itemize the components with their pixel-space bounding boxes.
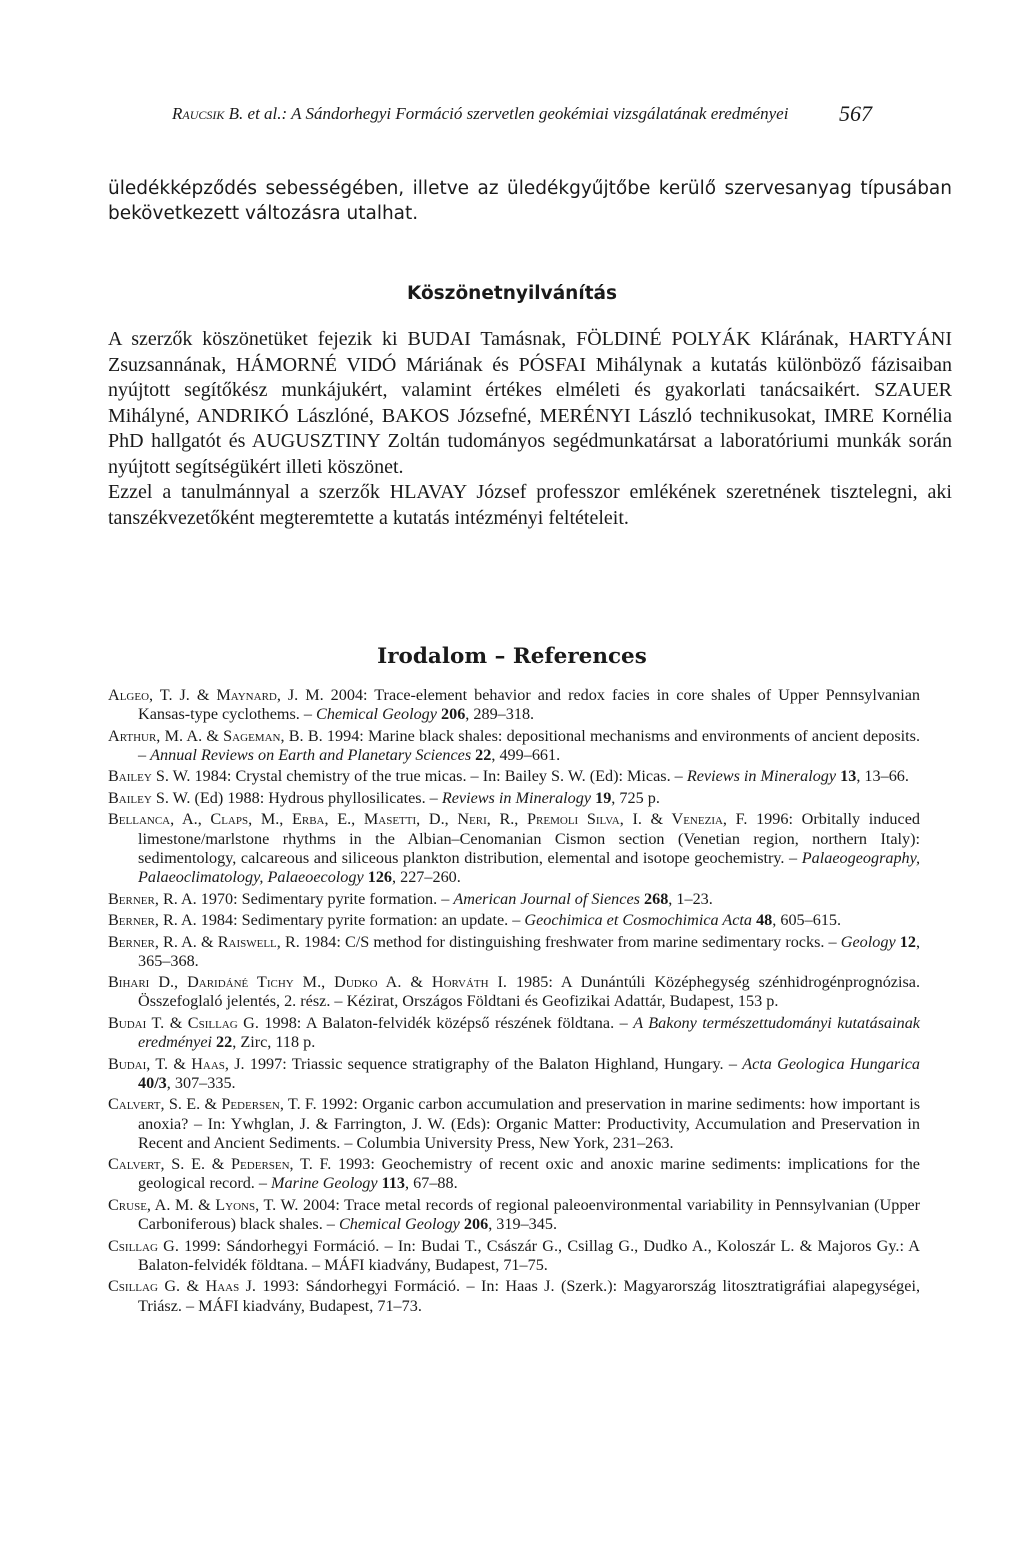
reference-pages: , 365–368. xyxy=(138,932,921,970)
reference-item xyxy=(108,1196,920,1234)
acknowledgement-paragraph: A szerzők köszönetüket fejezik ki BUDAI Tamásnak, FÖLDINÉ POLYÁK Klárának, HARTYÁNI Zsuzsannának, HÁMORNÉ VIDÓ Máriának és PÓSFAI Mihálynak a kutatás különböző fázisaiban nyújtott segítőkész munkájukért, valamint értékes elméleti és gyakorlati tanácsaikért. SZAUER Mihályné, ANDRIKÓ Lászlóné, BAKOS Józsefné, MERÉNYI László technikusokat, IMRE Kornélia PhD hallgatót és AUGUSZTINY Zoltán tudományos segédmunkatársat a laboratóriumi munkák során nyújtott segítségükért illeti köszönet. xyxy=(108,328,952,478)
reference-item xyxy=(108,1155,920,1193)
reference-item xyxy=(108,727,920,765)
reference-authors: Calvert, S. E. & Pedersen, T. F. xyxy=(108,1155,332,1174)
reference-volume: 48 xyxy=(752,911,773,930)
reference-pages: , Zirc, 118 p. xyxy=(232,1033,316,1052)
reference-journal: Reviews in Mineralogy xyxy=(441,788,592,807)
acknowledgement-heading: Köszönetnyilvánítás xyxy=(406,283,618,304)
reference-pages: , 227–260. xyxy=(392,868,461,887)
reference-authors: Csillag G. xyxy=(108,1236,179,1255)
header-authors: Raucsik B. xyxy=(172,104,244,123)
reference-pages: , 307–335. xyxy=(166,1073,236,1092)
reference-authors: Berner, R. A. & Raiswell, R. xyxy=(108,932,300,951)
reference-pages: , 1–23. xyxy=(668,889,713,908)
reference-volume: 22 xyxy=(212,1033,233,1052)
reference-authors: Calvert, S. E. & Pedersen, T. F. xyxy=(108,1095,317,1114)
reference-text: 1996: Orbitally induced limestone/marlstone rhythms in the Albian–Cenomanian Cismon section (Venetian region, northern Italy): sedimentology, calcareous and siliceous plankton distribution, elemental and isotope geochemistry. – xyxy=(138,810,920,867)
reference-volume: 13 xyxy=(836,767,857,786)
running-header xyxy=(172,101,872,134)
reference-journal: Reviews in Mineralogy xyxy=(686,767,837,786)
reference-journal: American Journal of Siences xyxy=(453,889,640,908)
reference-authors: Cruse, A. M. & Lyons, T. W. xyxy=(108,1195,299,1214)
reference-journal: Palaeogeography, Palaeoclimatology, Palaeoecology xyxy=(138,848,920,887)
page-number: 567 xyxy=(839,101,872,126)
reference-item xyxy=(108,810,920,887)
reference-volume: 12 xyxy=(895,932,916,951)
reference-text: 2004: Trace-element behavior and redox facies in core shales of Upper Pennsylvanian Kansas-type cyclothems. – xyxy=(138,686,920,724)
reference-journal: Geochimica et Cosmochimica Acta xyxy=(524,911,753,930)
reference-text: 1984: Crystal chemistry of the true micas. – In: Bailey S. W. (Ed): Micas. – xyxy=(190,767,687,786)
reference-authors: Berner, R. A. xyxy=(108,911,197,930)
reference-authors: Bellanca, A., Claps, M., Erba, E., Masetti, D., Neri, R., Premoli Silva, I. & Venezia, F. xyxy=(108,810,748,829)
reference-pages: , 499–661. xyxy=(491,745,561,764)
reference-authors: Bihari D., Daridáné Tichy M., Dudko A. & Horváth I. xyxy=(108,973,507,992)
header-article-title: : A Sándorhegyi Formáció szervetlen geokémiai vizsgálatának eredményei xyxy=(281,104,789,123)
reference-text: 1984: C/S method for distinguishing freshwater from marine sedimentary rocks. – xyxy=(299,932,841,951)
reference-pages: , 605–615. xyxy=(772,911,842,930)
reference-volume: 268 xyxy=(639,889,669,908)
references-heading: Irodalom – References xyxy=(377,644,647,669)
reference-authors: Berner, R. A. xyxy=(108,889,197,908)
reference-volume: 113 xyxy=(377,1174,406,1193)
reference-authors: Budai, T. & Haas, J. xyxy=(108,1054,245,1073)
reference-pages: , 725 p. xyxy=(611,788,660,807)
reference-text: 1998: A Balaton-felvidék középső részének földtana. – xyxy=(258,1013,634,1032)
reference-item xyxy=(108,890,920,909)
reference-pages: , 67–88. xyxy=(405,1174,458,1193)
reference-volume: 19 xyxy=(591,788,612,807)
acknowledgement-body xyxy=(108,327,952,531)
reference-authors: Budai T. & Csillag G. xyxy=(108,1013,259,1032)
reference-authors: Csillag G. & Haas J. xyxy=(108,1277,256,1296)
reference-journal: Annual Reviews on Earth and Planetary Sciences xyxy=(150,745,472,764)
reference-journal: Marine Geology xyxy=(271,1174,378,1193)
reference-pages: , 289–318. xyxy=(465,705,535,724)
acknowledgement-paragraph: Ezzel a tanulmánnyal a szerzők HLAVAY József professzor emlékének szeretnének tisztelegni, aki tanszékvezetőként megteremtette a kutatás intézményi feltételeit. xyxy=(108,481,952,529)
reference-volume: 126 xyxy=(363,868,392,887)
header-etal: et al. xyxy=(243,104,282,123)
reference-journal: Geology xyxy=(840,932,896,951)
reference-authors: Bailey S. W. xyxy=(108,767,191,786)
reference-text: 1999: Sándorhegyi Formáció. – In: Budai T., Császár G., Csillag G., Dudko A., Koloszár L. & Majoros Gy.: A Balaton-felvidék földtana. – MÁFI kiadvány, Budapest, 71–75. xyxy=(138,1236,920,1274)
running-header-title xyxy=(172,104,788,124)
reference-journal: Acta Geologica Hungarica xyxy=(742,1054,920,1073)
reference-text: 2004: Trace metal records of regional paleoenvironmental variability in Pennsylvanian (Upper Carboniferous) black shales. – xyxy=(138,1195,920,1234)
reference-volume: 206 xyxy=(436,705,466,724)
reference-volume: 206 xyxy=(459,1215,489,1234)
reference-item xyxy=(108,1277,920,1315)
reference-journal: A Bakony természettudományi kutatásainak eredményei xyxy=(138,1013,920,1052)
reference-text: 1985: A Dunántúli Középhegység szénhidrogénprognózisa. Összefoglaló jelentés, 2. rész. – Kézirat, Országos Földtani és Geofizikai Adattár, Budapest, 153 p. xyxy=(138,973,921,1011)
reference-list xyxy=(108,686,920,1318)
reference-text: 1970: Sedimentary pyrite formation. – xyxy=(196,889,454,908)
reference-text: 1993: Geochemistry of recent oxic and anoxic marine sediments: implications for the geological record. – xyxy=(138,1155,920,1193)
reference-item xyxy=(108,1237,920,1275)
reference-item xyxy=(108,933,920,971)
reference-journal: Chemical Geology xyxy=(338,1215,460,1234)
reference-pages: , 13–66. xyxy=(856,767,909,786)
reference-text: 1992: Organic carbon accumulation and preservation in marine sediments: how important is anoxia? – In: Ywhglan, J. & Farrington, J. W. (Eds): Organic Matter: Productivity, Accumulation and Preservation in Recent and Ancient Sediments. – Columbia University Press, New York, 231–263. xyxy=(138,1095,921,1152)
reference-text: 1994: Marine black shales: depositional mechanisms and environments of ancient deposits. – xyxy=(138,726,920,764)
reference-text: 1993: Sándorhegyi Formáció. – In: Haas J. (Szerk.): Magyarország litosztratigráfiai alapegységei, Triász. – MÁFI kiadvány, Budapest, 71–73. xyxy=(138,1277,920,1315)
reference-text: (Ed) 1988: Hydrous phyllosilicates. – xyxy=(190,788,442,807)
reference-item xyxy=(108,1095,920,1153)
reference-authors: Algeo, T. J. & Maynard, J. M. xyxy=(108,686,324,704)
intro-paragraph: üledékképződés sebességében, illetve az üledékgyűjtőbe kerülő szervesanyag típusában bekövetkezett változásra utalhat. xyxy=(108,178,952,224)
reference-item xyxy=(108,686,920,724)
reference-authors: Bailey S. W. xyxy=(108,788,191,807)
reference-text: 1984: Sedimentary pyrite formation: an update. – xyxy=(196,911,525,930)
reference-item xyxy=(108,973,920,1011)
reference-item xyxy=(108,911,920,930)
reference-item xyxy=(108,767,920,786)
reference-volume: 40/3 xyxy=(138,1073,167,1092)
reference-item xyxy=(108,1014,920,1052)
reference-authors: Arthur, M. A. & Sageman, B. B. xyxy=(108,726,323,745)
reference-volume: 22 xyxy=(471,745,492,764)
reference-item xyxy=(108,1055,920,1093)
reference-text: 1997: Triassic sequence stratigraphy of the Balaton Highland, Hungary. – xyxy=(244,1054,743,1073)
reference-item xyxy=(108,789,920,808)
reference-journal: Chemical Geology xyxy=(316,705,437,724)
reference-pages: , 319–345. xyxy=(488,1215,557,1234)
